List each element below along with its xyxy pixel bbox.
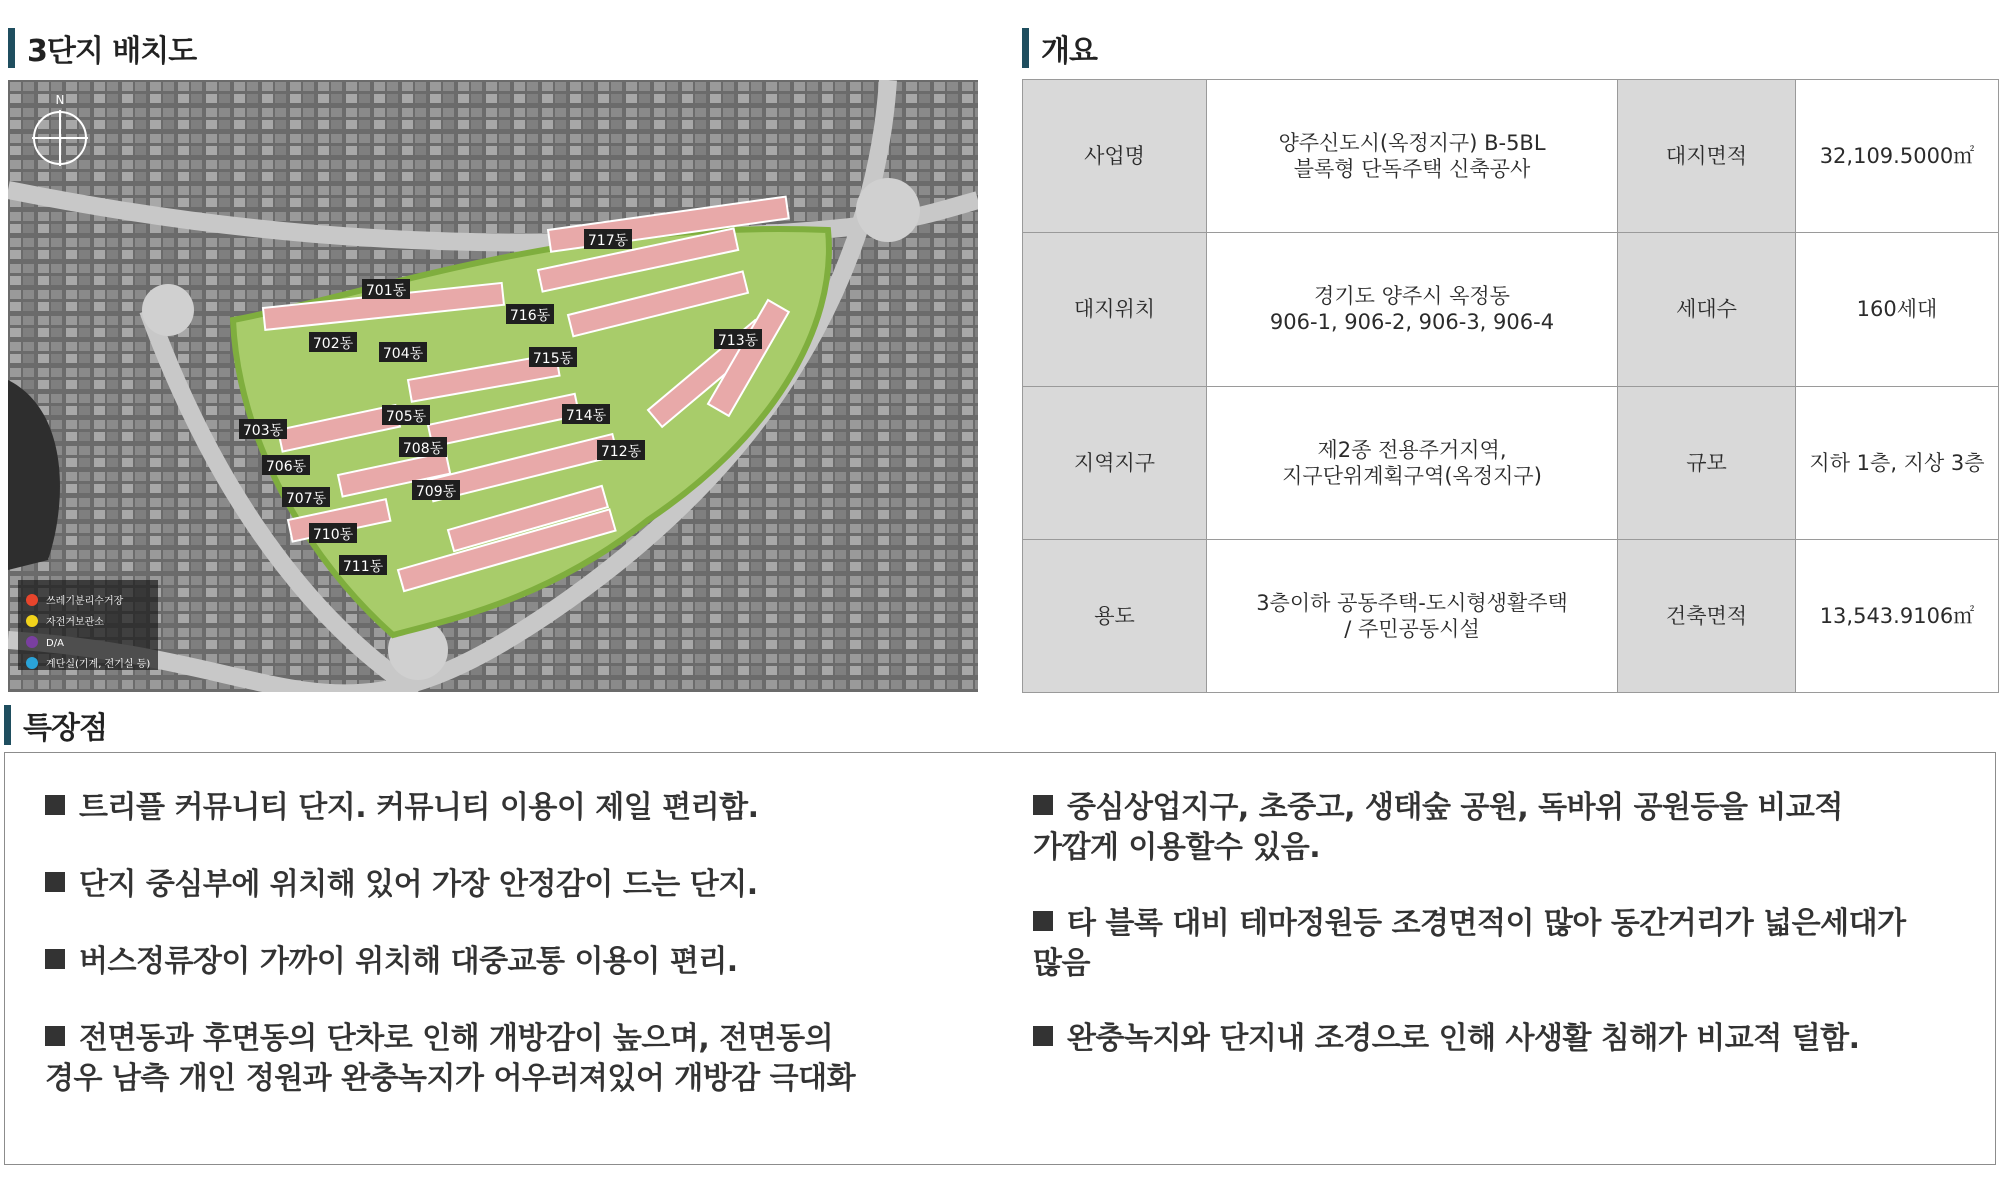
feature-item (45, 865, 758, 905)
overview-label: 용도 (1023, 539, 1207, 692)
overview-value: 양주신도시(옥정지구) B-5BL 블록형 단독주택 신축공사 (1207, 80, 1618, 233)
title-accent-bar (4, 705, 11, 745)
feature-text: 전면동과 후면동의 단차로 인해 개방감이 높으며, 전면동의 경우 남측 개인 정원과 완충녹지가 어우러져있어 개방감 극대화 (45, 1021, 856, 1096)
building-label: 710동 (312, 527, 354, 543)
title-accent-bar (8, 28, 15, 68)
map-canvas (8, 80, 978, 692)
building-label: 706동 (265, 459, 307, 475)
layout-section-title (8, 26, 196, 70)
overview-label: 사업명 (1023, 80, 1207, 233)
overview-row (1023, 539, 1999, 692)
building-label: 707동 (285, 491, 327, 507)
overview-label: 대지위치 (1023, 233, 1207, 386)
overview-value: 3층이하 공동주택-도시형생활주택 / 주민공동시설 (1207, 539, 1618, 692)
bullet-square-icon (1033, 911, 1053, 931)
legend-label: 자전거보관소 (46, 617, 104, 628)
legend-label: 쓰레기분리수거장 (46, 596, 124, 607)
feature-text: 버스정류장이 가까이 위치해 대중교통 이용이 편리. (79, 944, 738, 979)
compass-north-label: N (55, 93, 65, 107)
feature-item (1033, 788, 1843, 868)
feature-text: 단지 중심부에 위치해 있어 가장 안정감이 드는 단지. (79, 867, 758, 902)
feature-item (1033, 904, 1906, 984)
overview-value: 경기도 양주시 옥정동 906-1, 906-2, 906-3, 906-4 (1207, 233, 1618, 386)
building-label: 715동 (532, 351, 574, 367)
features-box (4, 752, 1996, 1165)
title-accent-bar (1022, 28, 1029, 68)
building-label: 705동 (385, 409, 427, 425)
features-title-text: 특장점 (23, 711, 107, 746)
building-label: 703동 (242, 423, 284, 439)
overview-value: 지하 1층, 지상 3층 (1796, 386, 1999, 539)
overview-table (1022, 79, 1999, 693)
feature-text: 완충녹지와 단지내 조경으로 인해 사생활 침해가 비교적 덜함. (1067, 1021, 1860, 1056)
overview-value: 13,543.9106㎡ (1796, 539, 1999, 692)
bullet-square-icon (45, 795, 65, 815)
feature-item (45, 942, 738, 982)
overview-value: 160세대 (1796, 233, 1999, 386)
map-legend (18, 580, 158, 670)
overview-label: 지역지구 (1023, 386, 1207, 539)
bullet-square-icon (45, 949, 65, 969)
building-label: 711동 (342, 559, 384, 575)
legend-label: 계단실(기계, 전기실 등) (46, 659, 151, 670)
legend-marker (26, 636, 38, 648)
feature-item (1033, 1019, 1860, 1059)
overview-value: 제2종 전용주거지역, 지구단위계획구역(옥정지구) (1207, 386, 1618, 539)
legend-label: D/A (46, 638, 64, 649)
building-label: 717동 (587, 233, 629, 249)
features-section-title (4, 703, 107, 747)
overview-row (1023, 233, 1999, 386)
feature-text: 트리플 커뮤니티 단지. 커뮤니티 이용이 제일 편리함. (79, 790, 759, 825)
overview-row (1023, 386, 1999, 539)
feature-text: 타 블록 대비 테마정원등 조경면적이 많아 동간거리가 넓은세대가 많음 (1033, 906, 1906, 981)
legend-marker (26, 594, 38, 606)
site-layout-map (8, 80, 978, 692)
overview-label: 세대수 (1618, 233, 1796, 386)
feature-item (45, 1019, 855, 1099)
legend-marker (26, 657, 38, 669)
building-label: 704동 (382, 346, 424, 362)
bullet-square-icon (45, 1026, 65, 1046)
bullet-square-icon (1033, 1026, 1053, 1046)
building-label: 712동 (600, 444, 642, 460)
overview-section-title (1022, 26, 1097, 70)
overview-label: 규모 (1618, 386, 1796, 539)
building-label: 702동 (312, 336, 354, 352)
overview-row (1023, 80, 1999, 233)
building-label: 709동 (415, 484, 457, 500)
building-label: 714동 (565, 408, 607, 424)
overview-title-text: 개요 (1041, 34, 1097, 69)
building-label: 708동 (402, 441, 444, 457)
bullet-square-icon (45, 872, 65, 892)
building-label: 713동 (717, 333, 759, 349)
feature-item (45, 788, 759, 828)
feature-text: 중심상업지구, 초중고, 생태숲 공원, 독바위 공원등을 비교적 가깝게 이용할수 있음. (1033, 790, 1843, 865)
layout-title-text: 3단지 배치도 (27, 34, 197, 69)
legend-marker (26, 615, 38, 627)
overview-label: 건축면적 (1618, 539, 1796, 692)
overview-value: 32,109.5000㎡ (1796, 80, 1999, 233)
building-label: 716동 (509, 308, 551, 324)
overview-label: 대지면적 (1618, 80, 1796, 233)
bullet-square-icon (1033, 795, 1053, 815)
building-label: 701동 (365, 283, 407, 299)
